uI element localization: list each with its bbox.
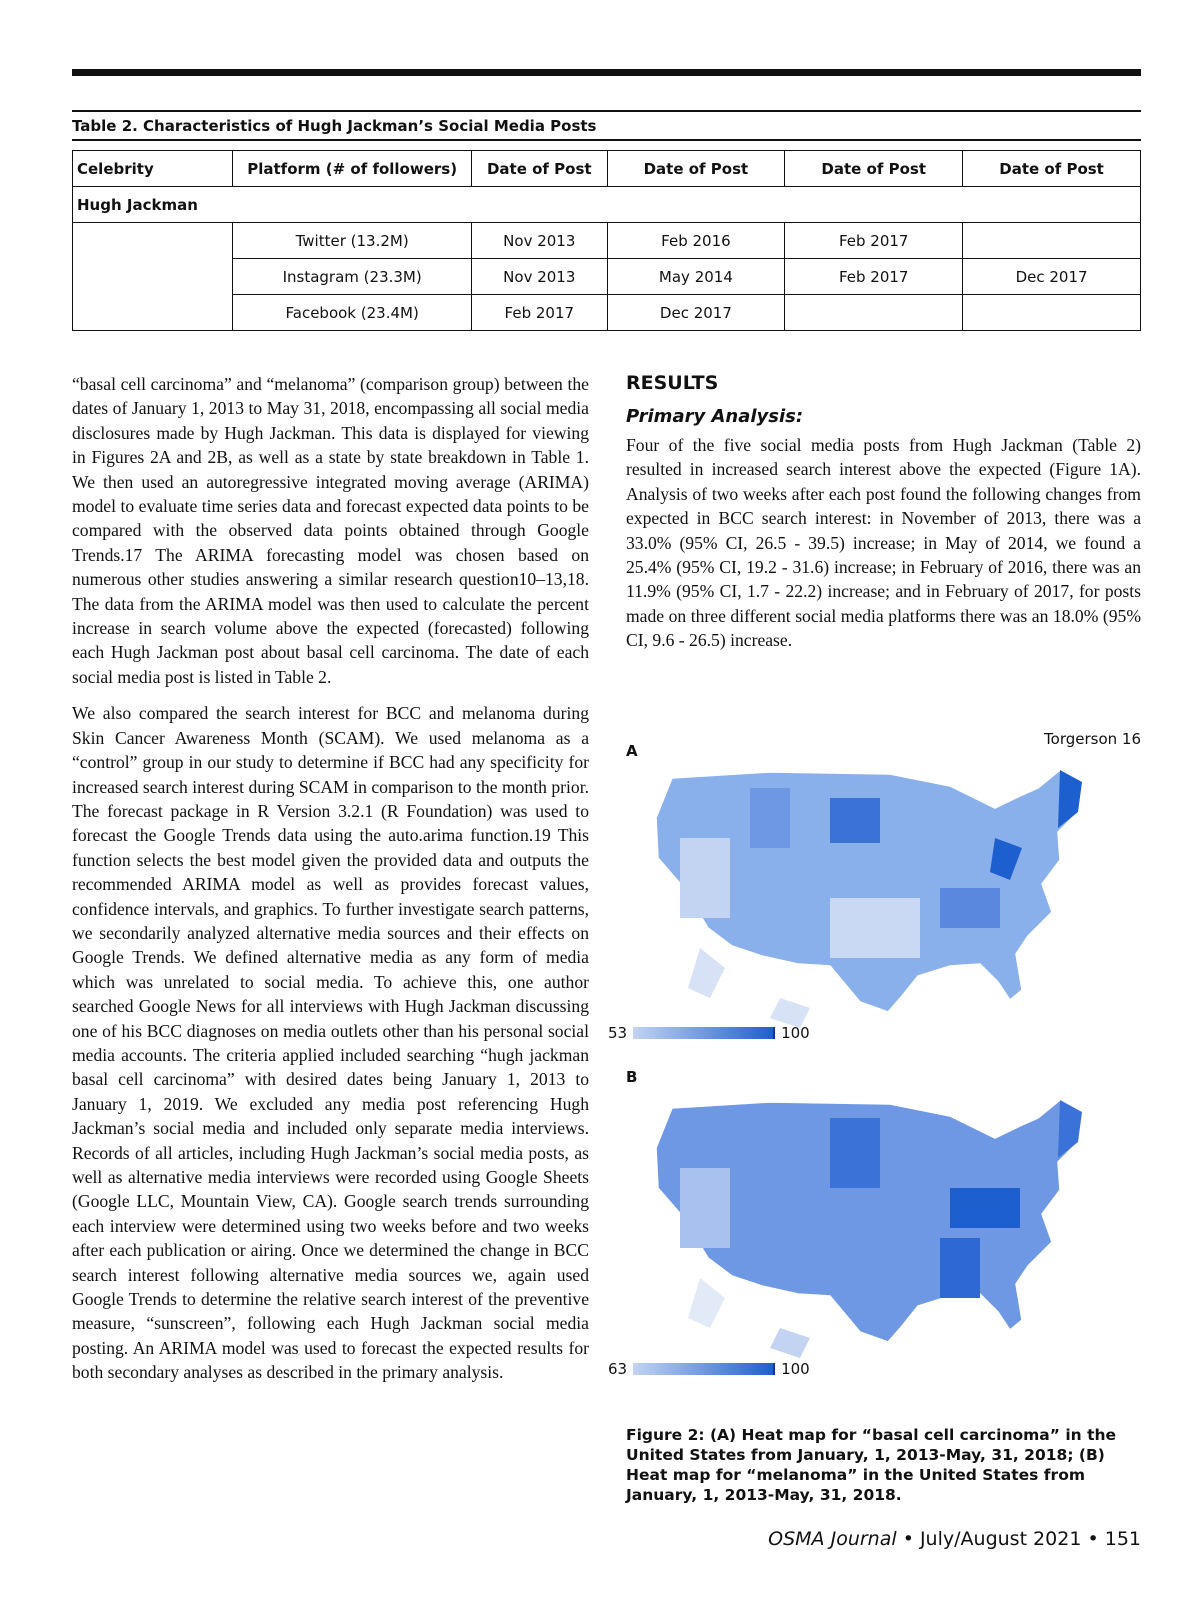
table-cell: Instagram (23.3M) — [233, 259, 472, 295]
footer-page: 151 — [1104, 1528, 1141, 1550]
table-cell: Feb 2017 — [785, 223, 963, 259]
legend-min: 53 — [608, 1024, 628, 1042]
header-celebrity: Celebrity — [73, 151, 233, 187]
table-cell: Dec 2017 — [607, 295, 785, 331]
table-cell — [963, 223, 1141, 259]
table-cell — [785, 295, 963, 331]
state-region — [680, 1168, 730, 1248]
table-cell: Facebook (23.4M) — [233, 295, 472, 331]
table-cell: Feb 2017 — [472, 295, 607, 331]
header-platform: Platform (# of followers) — [233, 151, 472, 187]
figure-caption: Figure 2: (A) Heat map for “basal cell carcinoma” in the United States from January, 1, 2013-May, 31, 2018; (B) Heat map for “melanoma” in the United States from January, 1, 2013-May, 31, 2018. — [626, 1426, 1117, 1504]
table-cell: Dec 2017 — [963, 259, 1141, 295]
state-region — [830, 898, 920, 958]
table-cell — [73, 223, 233, 331]
footer-bullet: • — [1087, 1528, 1099, 1550]
state-region — [770, 1328, 810, 1358]
panel-a-label: A — [626, 742, 638, 760]
legend-gradient — [633, 1363, 775, 1375]
state-region — [830, 1118, 880, 1188]
body-paragraph-1: “basal cell carcinoma” and “melanoma” (comparison group) between the dates of January 1, 2013 to May 31, 2018, encompassing all social media disclosures made by Hugh Jackman. This data is displayed for viewing in Figures 2A and 2B, as well as a state by state breakdown in Table 1. We then used an autoregressive integrated moving average (ARIMA) model to evaluate time series data and forecast expected data points to be compared with the observed data points obtained through Google Trends.17 The ARIMA forecasting model was chosen based on numerous other studies answering a similar research question10–13,18. The data from the ARIMA model was then used to calculate the percent increase in search volume above the expected (forecasted) following each Hugh Jackman post about basal cell carcinoma. The date of each social media post is listed in Table 2. — [72, 374, 589, 687]
table-cell — [963, 295, 1141, 331]
table-cell: Nov 2013 — [472, 223, 607, 259]
legend-b — [608, 1360, 810, 1378]
state-region — [950, 1188, 1020, 1228]
table-title: Table 2. Characteristics of Hugh Jackman’s Social Media Posts — [72, 110, 1141, 141]
posts-table — [72, 150, 1141, 331]
legend-gradient — [633, 1027, 775, 1039]
heatmap-bcc — [650, 768, 1140, 1058]
top-rule — [72, 69, 1141, 76]
legend-max: 100 — [781, 1360, 810, 1378]
results-paragraph: Four of the five social media posts from Hugh Jackman (Table 2) resulted in increased search interest above the expected (Figure 1A). Analysis of two weeks after each post found the following changes from expected in BCC search interest: in November of 2013, there was a 33.0% (95% CI, 26.5 - 39.5) increase; in May of 2014, we found a 25.4% (95% CI, 19.2 - 31.6) increase; in February of 2016, there was an 11.9% (95% CI, 1.7 - 22.2) increase; and in February of 2017, for posts made on three different social media platforms there was an 18.0% (95% CI, 9.6 - 26.5) increase. — [626, 435, 1141, 651]
figure-credit: Torgerson 16 — [1044, 730, 1141, 748]
body-paragraph-2: We also compared the search interest for BCC and melanoma during Skin Cancer Awareness Month (SCAM). We used melanoma as a “control” group in our study to determine if BCC had any specificity for increased search interest during SCAM in comparison to the month prior. The forecast package in R Version 3.2.1 (R Foundation) was used to forecast the Google Trends data using the auto.arima function.19 This function selects the best model given the provided data and outputs the recommended ARIMA model as well as provides forecast values, confidence intervals, and graphics. To further investigate search patterns, we secondarily analyzed alternative media sources and their effects on Google Trends. We defined alternative media as any form of media which was unrelated to social media. To achieve this, one author searched Google News for all interviews with Hugh Jackman discussing one of his BCC diagnoses on media outlets other than his personal social media accounts. The criteria applied included searching “hugh jackman basal cell carcinoma” with desired dates being January 1, 2013 to January 1, 2019. We excluded any media post referencing Hugh Jackman’s social media and included only separate media interviews. Records of all articles, including Hugh Jackman’s social media posts, as well as alternative media interviews were recorded using Google Sheets (Google LLC, Mountain View, CA). Google search trends surrounding each interview were determined using two weeks before and two weeks after each publication or airing. Once we determined the change in BCC search interest following alternative media sources we, again used Google Trends to determine the relative search interest of the preventive measure, “sunscreen”, following each Hugh Jackman social media posting. An ARIMA model was used to forecast the expected results for both secondary analyses as described in the primary analysis. — [72, 703, 589, 1383]
state-region — [680, 838, 730, 918]
celebrity-name: Hugh Jackman — [73, 187, 1141, 223]
state-region — [688, 948, 725, 998]
table-row — [73, 295, 1141, 331]
primary-analysis-heading: Primary Analysis: — [626, 406, 804, 427]
state-region — [688, 1278, 725, 1328]
state-region — [830, 798, 880, 843]
table-cell: May 2014 — [607, 259, 785, 295]
table-row — [73, 259, 1141, 295]
table-cell: Nov 2013 — [472, 259, 607, 295]
panel-b-label: B — [626, 1068, 638, 1086]
footer-issue: July/August 2021 — [919, 1528, 1082, 1550]
left-column — [72, 372, 589, 1385]
header-date-3: Date of Post — [785, 151, 963, 187]
header-date-2: Date of Post — [607, 151, 785, 187]
footer-journal: OSMA Journal — [768, 1528, 897, 1550]
results-heading: RESULTS — [626, 372, 719, 394]
table-row — [73, 223, 1141, 259]
state-region — [940, 1238, 980, 1298]
table-cell: Feb 2016 — [607, 223, 785, 259]
right-column — [626, 372, 1141, 653]
legend-max: 100 — [781, 1024, 810, 1042]
footer-bullet: • — [902, 1528, 914, 1550]
state-region — [750, 788, 790, 848]
table-header-row — [73, 151, 1141, 187]
legend-a — [608, 1024, 810, 1042]
header-date-4: Date of Post — [963, 151, 1141, 187]
heatmap-melanoma — [650, 1098, 1140, 1388]
table-cell: Feb 2017 — [785, 259, 963, 295]
state-region — [940, 888, 1000, 928]
header-date-1: Date of Post — [472, 151, 607, 187]
page-footer — [768, 1528, 1141, 1550]
table-cell: Twitter (13.2M) — [233, 223, 472, 259]
table-row-celebrity — [73, 187, 1141, 223]
legend-min: 63 — [608, 1360, 628, 1378]
